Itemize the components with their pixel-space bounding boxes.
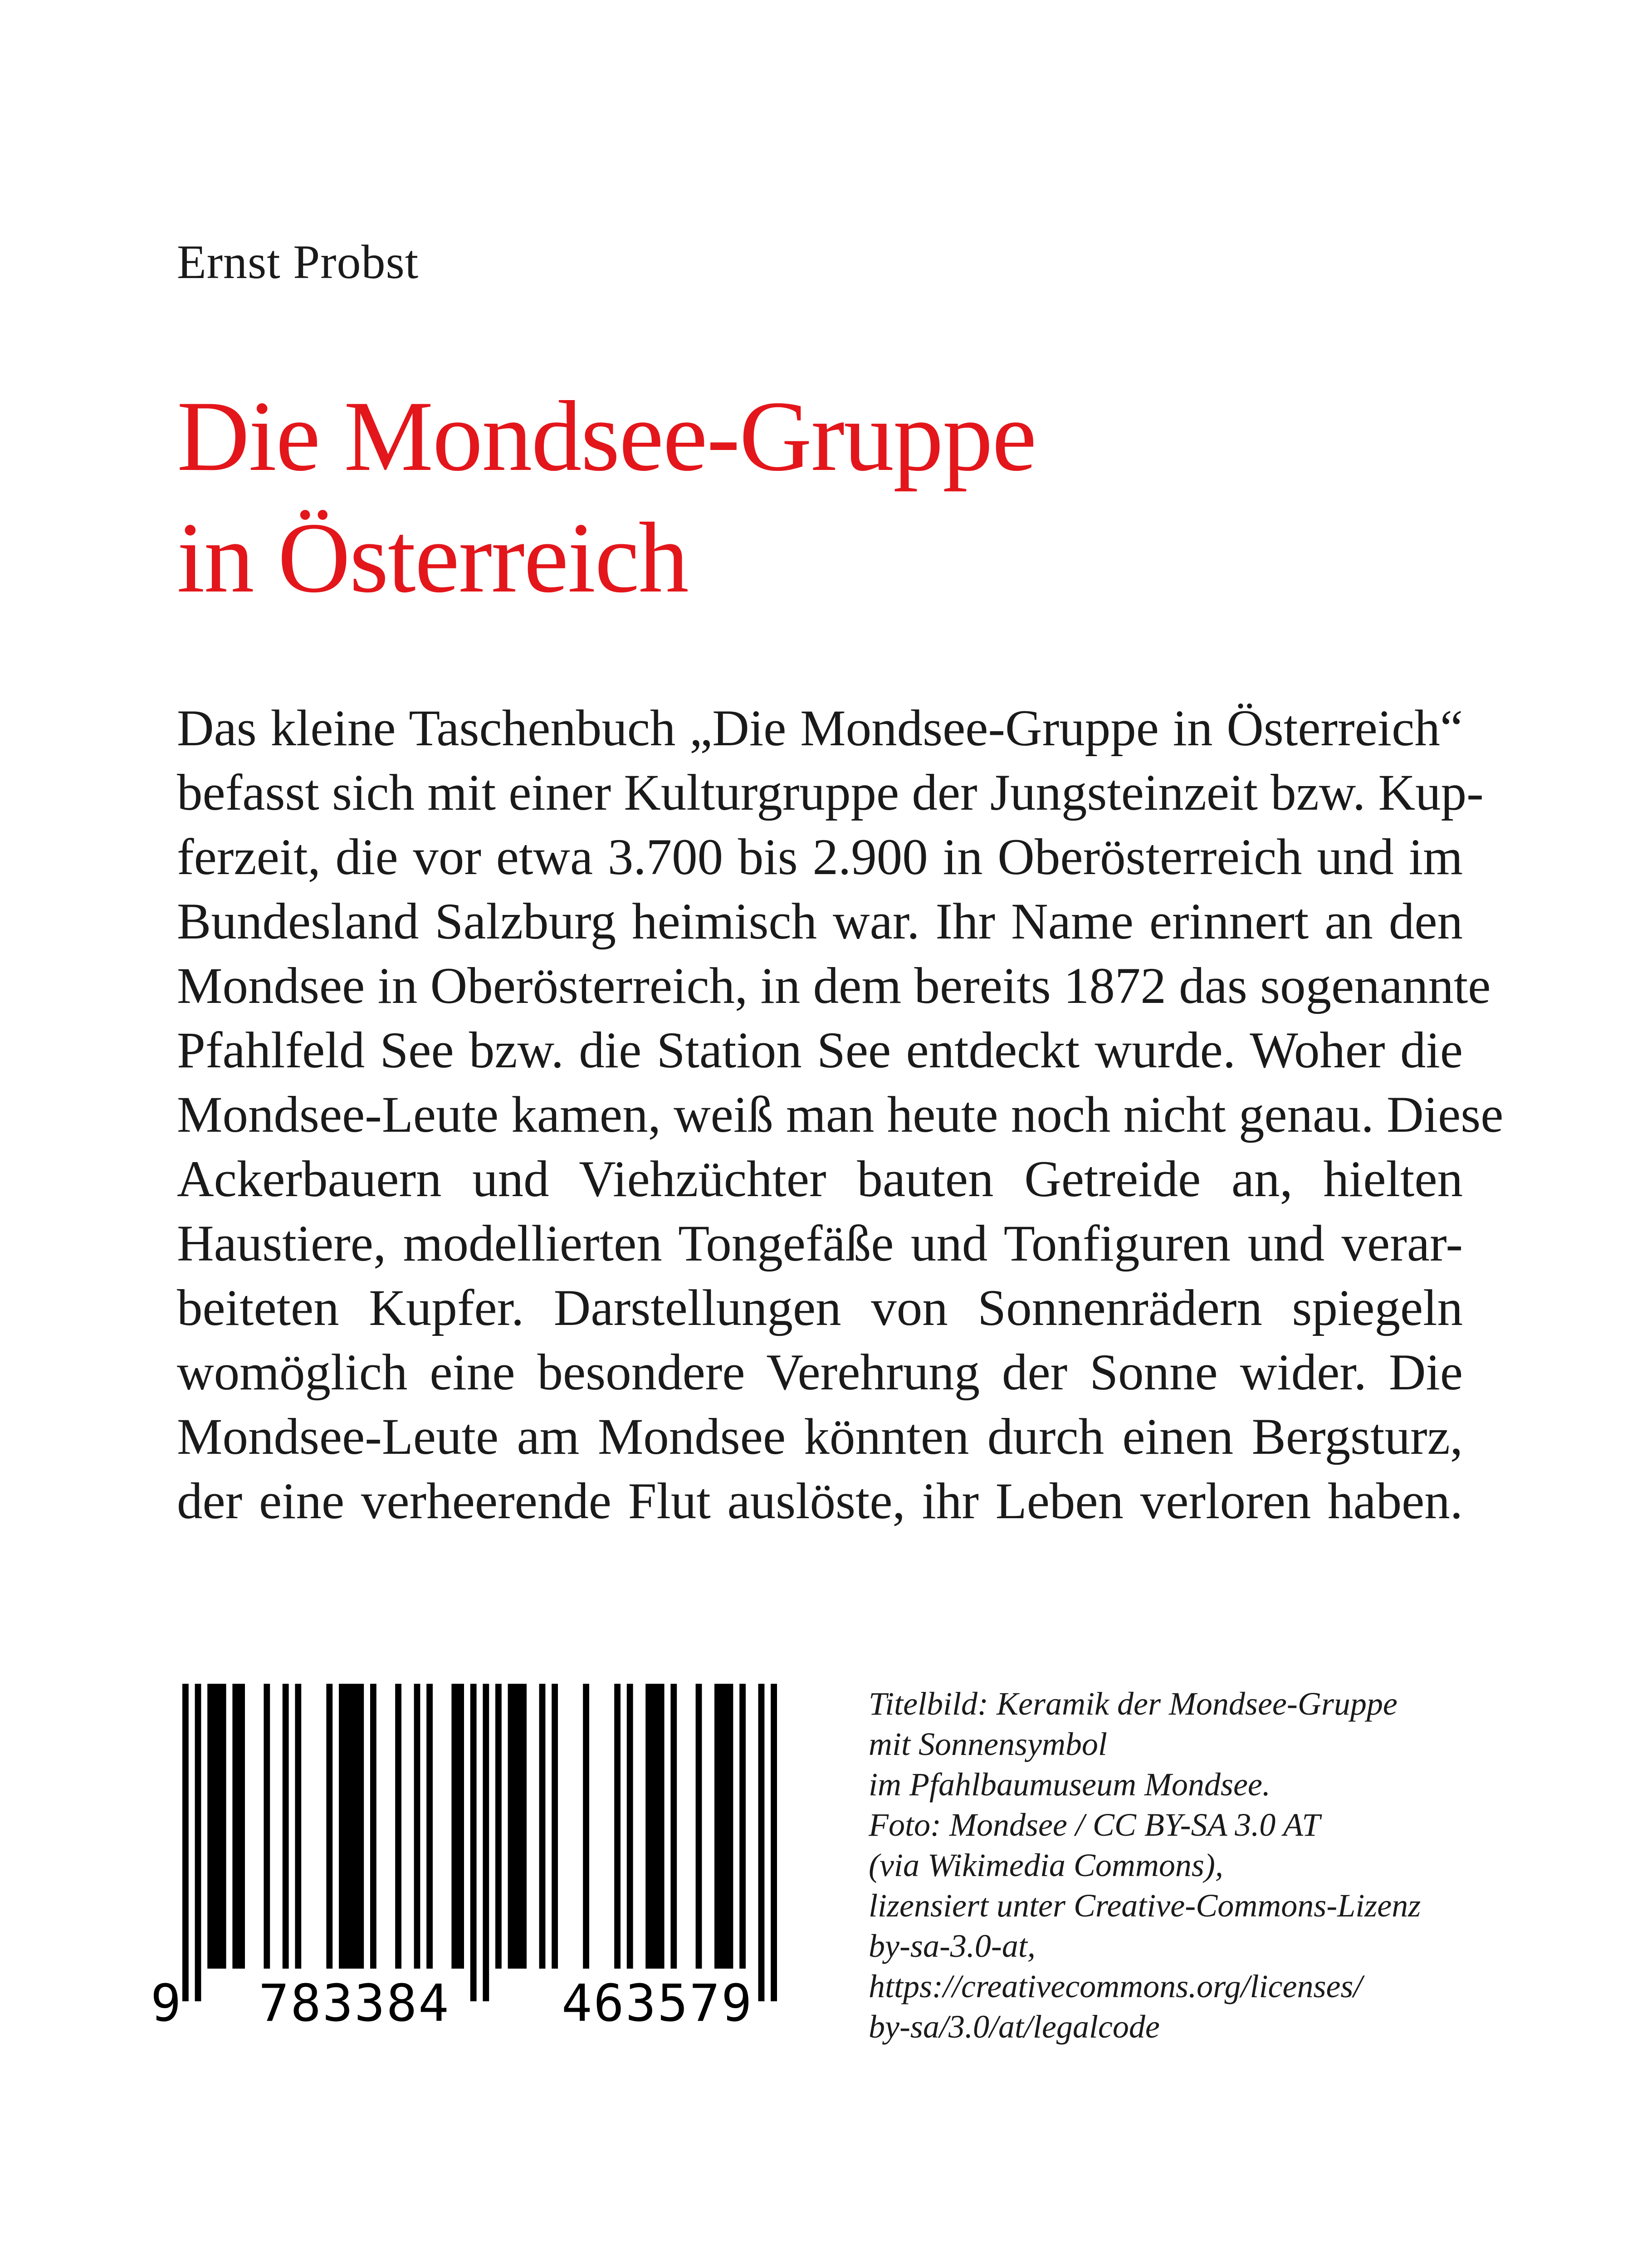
blurb-line: Mondsee-Leute kamen, weiß man heute noch nicht genau. Diese [177, 1086, 1504, 1143]
credits-line: Foto: Mondsee / CC BY-SA 3.0 AT [869, 1807, 1320, 1843]
barcode-right-digits: 463579 [562, 1974, 753, 2033]
barcode-bar [670, 1684, 677, 1969]
barcode-bar [645, 1684, 664, 1969]
credits-line: lizensiert unter Creative-Commons-Lizenz [869, 1887, 1421, 1924]
credits-line: by-sa-3.0-at, [869, 1928, 1036, 1964]
blurb-line: befasst sich mit einer Kulturgruppe der Jungsteinzeit bzw. Kup- [177, 764, 1484, 821]
blurb-line: Mondsee-Leute am Mondsee könnten durch einen Bergsturz, [177, 1408, 1463, 1465]
barcode-bar [395, 1684, 401, 1969]
blurb-line: Bundesland Salzburg heimisch war. Ihr Name erinnert an den [177, 893, 1463, 950]
credits-line: im Pfahlbaumuseum Mondsee. [869, 1766, 1271, 1803]
blurb-line: beiteten Kupfer. Darstellungen von Sonnenrädern spiegeln [177, 1280, 1463, 1336]
barcode-bar [614, 1684, 621, 1969]
barcode-bar [207, 1684, 226, 1969]
credits-line: by-sa/3.0/at/legalcode [869, 2009, 1160, 2045]
blurb-line: der eine verheerende Flut auslöste, ihr Leben verloren haben. [177, 1473, 1463, 1530]
barcode-bar [264, 1684, 270, 1969]
credits-line: Titelbild: Keramik der Mondsee-Gruppe [869, 1686, 1398, 1722]
barcode-bar [232, 1684, 245, 1969]
barcode-left-digits: 783384 [259, 1974, 450, 2033]
blurb-line: Das kleine Taschenbuch „Die Mondsee-Gruppe in Österreich“ [177, 700, 1463, 757]
barcode-bar [627, 1684, 633, 1969]
barcode-bar [714, 1684, 733, 1969]
isbn-barcode [145, 1678, 803, 2087]
barcode-bar [539, 1684, 546, 1969]
barcode-bar [370, 1684, 376, 1969]
credits-line: (via Wikimedia Commons), [869, 1847, 1223, 1883]
cover-image-credits [869, 1684, 1549, 2047]
barcode-first-digit: 9 [151, 1974, 181, 2033]
book-title-line-2: in Österreich [177, 502, 688, 614]
book-title [177, 376, 1492, 619]
blurb-line: Mondsee in Oberösterreich, in dem bereits 1872 das sogenannte [177, 958, 1491, 1014]
blurb-text [177, 696, 1504, 1534]
blurb-line: Ackerbauern und Viehzüchter bauten Getreide an, hielten [177, 1151, 1463, 1207]
barcode-bar [495, 1684, 502, 1969]
barcode-guard-bar [195, 1684, 201, 2001]
book-title-line-1: Die Mondsee-Gruppe [177, 381, 1036, 492]
barcode-guard-bar [182, 1684, 189, 2001]
barcode-bars [182, 1684, 777, 2001]
blurb-line: womöglich eine besondere Verehrung der Sonne wider. Die [177, 1344, 1463, 1401]
barcode-bar [508, 1684, 527, 1969]
barcode-guard-bar [483, 1684, 489, 2001]
blurb-line: Haustiere, modellierten Tongefäße und Tonfiguren und verar- [177, 1215, 1463, 1272]
barcode-bar [696, 1684, 702, 1969]
credits-line: mit Sonnensymbol [869, 1726, 1107, 1762]
author-name: Ernst Probst [177, 235, 419, 288]
barcode-guard-bar [758, 1684, 765, 2001]
barcode-bar [583, 1684, 589, 1969]
barcode-bar [326, 1684, 332, 1969]
credits-line: https://creativecommons.org/licenses/ [869, 1968, 1363, 2004]
barcode-guard-bar [771, 1684, 777, 2001]
barcode-bar [339, 1684, 364, 1969]
barcode-bar [426, 1684, 433, 1969]
barcode-bar [295, 1684, 301, 1969]
barcode-bar [283, 1684, 289, 1969]
blurb-line: Pfahlfeld See bzw. die Station See entdeckt wurde. Woher die [177, 1022, 1463, 1079]
barcode-guard-bar [470, 1684, 477, 2001]
blurb-line: ferzeit, die vor etwa 3.700 bis 2.900 in Oberösterreich und im [177, 829, 1463, 885]
barcode-bar [451, 1684, 464, 1969]
barcode-bar [552, 1684, 558, 1969]
barcode-bar [739, 1684, 746, 1969]
barcode-bar [414, 1684, 420, 1969]
